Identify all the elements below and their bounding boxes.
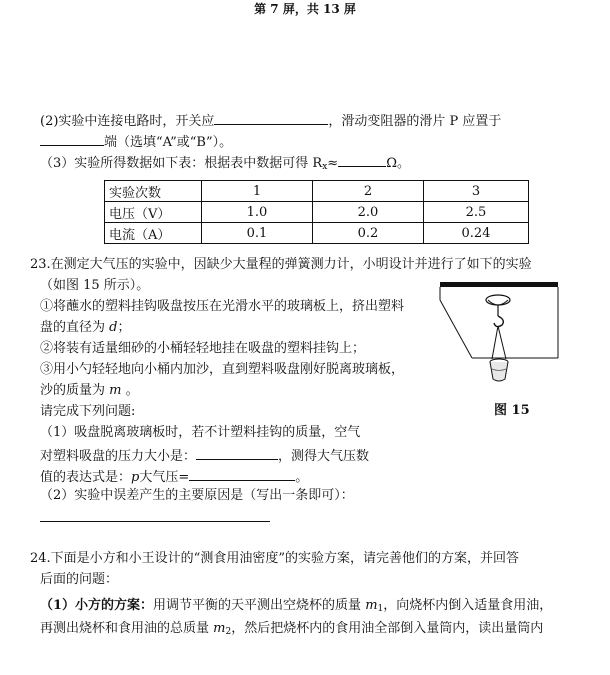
table-header-row bbox=[105, 181, 529, 202]
q22-line2a: (2)实验中连接电路时，开关应 ，滑动变阻器的滑片 P 应置于 bbox=[40, 111, 501, 130]
error-cause-answer-line[interactable] bbox=[40, 521, 270, 522]
q24-plan-line1: （1）小方的方案：用调节平衡的天平测出空烧杯的质量 $m_1$，向烧杯内倒入适量食用油， bbox=[40, 598, 553, 614]
table-row bbox=[105, 223, 529, 244]
q23-ask: 请完成下列问题: bbox=[40, 404, 136, 419]
table-header-cell: 2 bbox=[313, 181, 424, 202]
suction-cup-icon bbox=[486, 295, 510, 305]
q24-plan-line2: 再测出烧杯和食用油的总质量 $m_2$，然后把烧杯内的食用油全部倒入量筒内，读出量筒内 bbox=[40, 621, 544, 637]
table-header-cell: 实验次数 bbox=[105, 181, 202, 202]
q23-intro2: （如图 15 所示）。 bbox=[40, 278, 150, 293]
q23-step3b: 沙的质量为 m 。 bbox=[40, 383, 139, 398]
q23-step3a: ③用小勺轻轻地向小桶内加沙，直到塑料吸盘刚好脱离玻璃板， bbox=[40, 362, 405, 377]
glass-plate-top-edge bbox=[440, 282, 558, 287]
bucket-string-right bbox=[498, 326, 506, 359]
table-cell: 2.0 bbox=[313, 202, 424, 223]
switch-state-blank[interactable] bbox=[214, 111, 328, 125]
q23-step1a: ①将蘸水的塑料挂钩吸盘按压在光滑水平的玻璃板上，挤出塑料 bbox=[40, 299, 405, 314]
plan-label: （1）小方的方案： bbox=[40, 598, 154, 613]
slider-end-blank[interactable] bbox=[40, 132, 104, 146]
data-table bbox=[104, 180, 529, 244]
force-blank[interactable] bbox=[196, 446, 278, 460]
q24-intro2: 后面的问题： bbox=[40, 572, 119, 587]
q23-step2: ②将装有适量细砂的小桶轻轻地挂在吸盘的塑料挂钩上； bbox=[40, 341, 366, 356]
glass-plate-slant-edge bbox=[440, 300, 472, 358]
q23-part1c: 值的表达式是：p大气压= 。 bbox=[40, 467, 308, 486]
table-cell: 2.5 bbox=[424, 202, 529, 223]
table-row bbox=[105, 202, 529, 223]
hook-icon bbox=[494, 316, 503, 327]
table-cell: 电压（V） bbox=[105, 202, 202, 223]
figure-caption: 图 15 bbox=[494, 403, 530, 418]
table-header-cell: 1 bbox=[202, 181, 313, 202]
q23-intro1: 23.在测定大气压的实验中，因缺少大量程的弹簧测力计，小明设计并进行了如下的实验 bbox=[30, 257, 532, 272]
table-cell: 0.1 bbox=[202, 223, 313, 244]
pressure-expression-blank[interactable] bbox=[189, 467, 295, 481]
q24-intro1: 24.下面是小方和小王设计的“测食用油密度”的实验方案，请完善他们的方案，并回答 bbox=[30, 551, 519, 566]
q22-line2b: 端（选填“A”或“B”）。 bbox=[40, 132, 232, 151]
page-header: 第 7 屏，共 13 屏 bbox=[254, 2, 356, 16]
table-cell: 电流（A） bbox=[105, 223, 202, 244]
bucket-icon bbox=[490, 362, 508, 381]
bucket-string-left bbox=[492, 326, 498, 359]
q23-part1a: （1）吸盘脱离玻璃板时，若不计塑料挂钩的质量，空气 bbox=[40, 425, 361, 440]
q23-step1b: 盘的直径为 d； bbox=[40, 320, 131, 335]
q23-part1b: 对塑料吸盘的压力大小是： ，测得大气压数 bbox=[40, 446, 369, 465]
table-header-cell: 3 bbox=[424, 181, 529, 202]
suction-cup-figure bbox=[436, 276, 566, 400]
table-cell: 0.24 bbox=[424, 223, 529, 244]
resistance-blank[interactable] bbox=[338, 153, 386, 167]
table-cell: 0.2 bbox=[313, 223, 424, 244]
q23-part2: （2）实验中误差产生的主要原因是（写出一条即可）： bbox=[40, 488, 354, 503]
table-cell: 1.0 bbox=[202, 202, 313, 223]
q22-line3: （3）实验所得数据如下表：根据表中数据可得 $R_x\approx \Omega$。 bbox=[40, 153, 410, 175]
